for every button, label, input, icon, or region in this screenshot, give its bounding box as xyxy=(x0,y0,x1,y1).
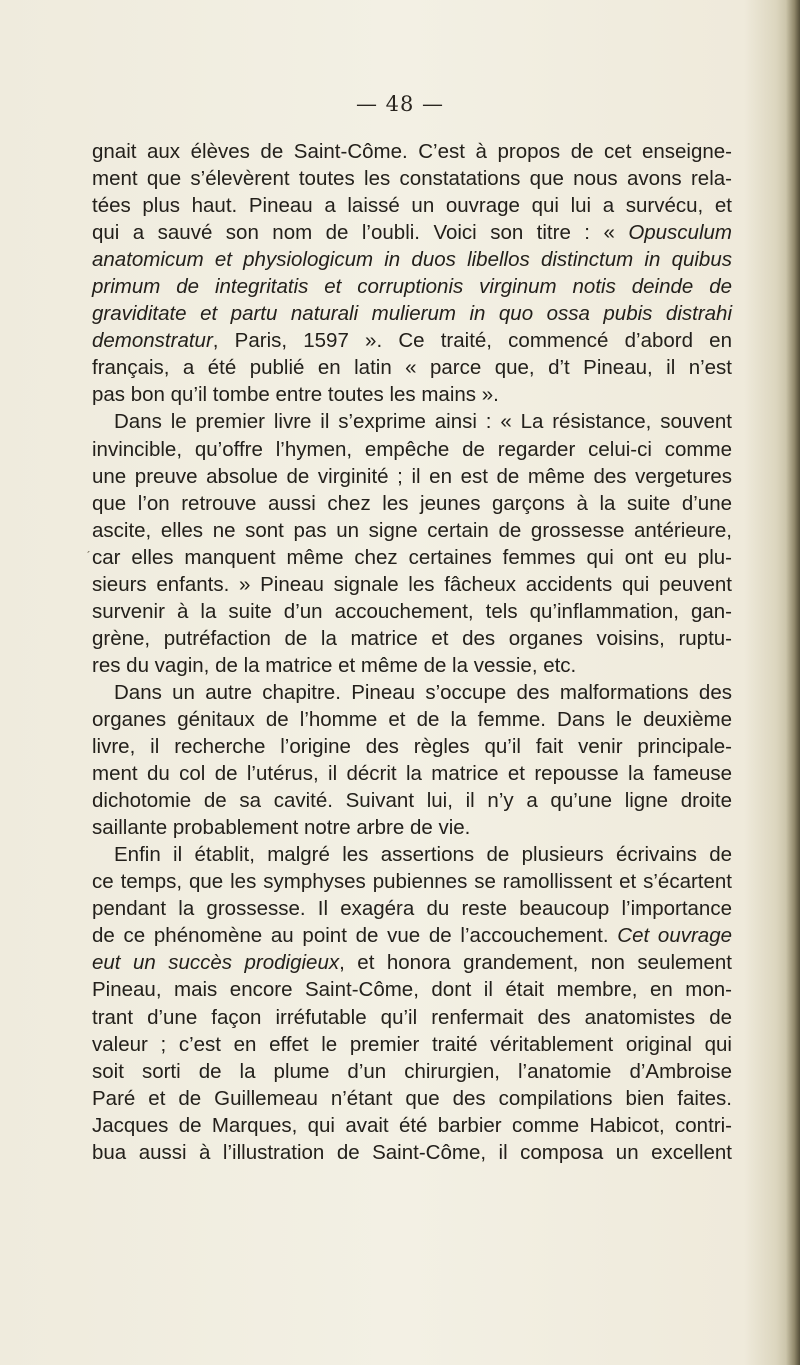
text-line xyxy=(92,841,732,868)
text-line xyxy=(92,354,732,381)
page-edge-shadow xyxy=(786,0,800,1365)
text-span: res du vagin, de la matrice et même de la vessie, etc. xyxy=(92,653,577,677)
text-span: qui a sauvé son nom de l’oubli. Voici son titre : « xyxy=(92,221,629,245)
text-span: organes génitaux de l’homme et de la femme. Dans le deuxième xyxy=(92,707,732,731)
text-span: bua aussi à l’illustration de Saint-Côme, il composa un excellent xyxy=(92,1140,732,1164)
text-line xyxy=(92,625,732,652)
text-line xyxy=(92,679,732,706)
italic-text-span: eut un succès prodigieux xyxy=(92,951,340,975)
text-line xyxy=(92,1085,732,1112)
text-line xyxy=(92,436,732,463)
text-line xyxy=(92,1031,732,1058)
text-line xyxy=(92,1004,732,1031)
text-line xyxy=(92,922,732,949)
text-span: français, a été publié en latin « parce que, d’t Pineau, il n’est xyxy=(92,356,732,380)
stray-mark: ˊ xyxy=(86,548,91,564)
text-line xyxy=(92,408,732,435)
text-span: ment que s’élevèrent toutes les constatations que nous avons rela- xyxy=(92,167,732,191)
text-line xyxy=(92,868,732,895)
italic-text-span: Opusculum xyxy=(628,221,732,245)
text-line xyxy=(92,463,732,490)
text-line xyxy=(92,949,732,976)
italic-text-span: anatomicum et physiologicum in duos libellos distinctum in quibus xyxy=(92,248,732,272)
text-span: une preuve absolue de virginité ; il en est de même des vergetures xyxy=(92,464,732,488)
text-line xyxy=(92,300,732,327)
text-line xyxy=(92,1139,732,1166)
text-line xyxy=(92,1058,732,1085)
text-span: survenir à la suite d’un accouchement, tels qu’inflammation, gan- xyxy=(92,599,732,623)
text-span: sieurs enfants. » Pineau signale les fâcheux accidents qui peuvent xyxy=(92,572,732,596)
italic-text-span: demonstratur xyxy=(92,329,213,353)
text-line xyxy=(92,598,732,625)
italic-text-span: primum de integritatis et corruptionis virginum notis deinde de xyxy=(92,275,732,299)
text-line xyxy=(92,895,732,922)
text-span: saillante probablement notre arbre de vie. xyxy=(92,816,471,840)
text-span: , Paris, 1597 ». Ce traité, commencé d’abord en xyxy=(212,329,732,353)
text-span: livre, il recherche l’origine des règles qu’il fait venir principale- xyxy=(92,735,732,759)
text-line xyxy=(92,1112,732,1139)
text-line xyxy=(92,787,732,814)
text-span: grène, putréfaction de la matrice et des organes voisins, ruptu- xyxy=(92,626,732,650)
text-line xyxy=(92,544,732,571)
text-span: que l’on retrouve aussi chez les jeunes garçons à la suite d’une xyxy=(92,491,732,515)
text-line xyxy=(92,138,732,165)
italic-text-span: Cet ouvrage xyxy=(617,924,733,948)
text-span: soit sorti de la plume d’un chirurgien, l’anatomie d’Ambroise xyxy=(92,1059,732,1083)
text-span: pendant la grossesse. Il exagéra du reste beaucoup l’importance xyxy=(92,897,732,921)
text-span: invincible, qu’offre l’hymen, empêche de regarder celui-ci comme xyxy=(92,437,732,461)
body-text xyxy=(92,138,732,1166)
text-span: gnait aux élèves de Saint-Côme. C’est à propos de cet enseigne- xyxy=(92,140,732,163)
text-span: Pineau, mais encore Saint-Côme, dont il était membre, en mon- xyxy=(92,978,732,1002)
text-line xyxy=(92,246,732,273)
text-span: valeur ; c’est en effet le premier traité véritablement original qui xyxy=(92,1032,732,1056)
text-span: ce temps, que les symphyses pubiennes se ramollissent et s’écartent xyxy=(92,870,732,894)
text-line xyxy=(92,733,732,760)
text-span: Enfin il établit, malgré les assertions de plusieurs écrivains de xyxy=(114,843,732,867)
text-span: Paré et de Guillemeau n’étant que des compilations bien faites. xyxy=(92,1086,732,1110)
text-span: Dans le premier livre il s’exprime ainsi : « La résistance, souvent xyxy=(114,410,732,434)
text-line xyxy=(92,192,732,219)
text-span: car elles manquent même chez certaines femmes qui ont eu plu- xyxy=(92,545,732,569)
text-line xyxy=(92,976,732,1003)
italic-text-span: graviditate et partu naturali mulierum in quo ossa pubis distrahi xyxy=(92,302,732,326)
text-span: ment du col de l’utérus, il décrit la matrice et repousse la fameuse xyxy=(92,762,732,786)
text-line xyxy=(92,652,732,679)
text-line xyxy=(92,490,732,517)
text-line xyxy=(92,327,732,354)
text-line xyxy=(92,571,732,598)
text-line xyxy=(92,219,732,246)
text-line xyxy=(92,517,732,544)
text-span: trant d’une façon irréfutable qu’il renfermait des anatomistes de xyxy=(92,1005,732,1029)
page-number: — 48 — xyxy=(355,92,445,116)
text-span: , et honora grandement, non seulement xyxy=(339,951,733,975)
text-span: de ce phénomène au point de vue de l’accouchement. xyxy=(92,924,618,948)
text-span: tées plus haut. Pineau a laissé un ouvrage qui lui a survécu, et xyxy=(92,194,732,218)
text-line xyxy=(92,381,732,408)
text-span: pas bon qu’il tombe entre toutes les mains ». xyxy=(92,383,499,407)
text-line xyxy=(92,273,732,300)
text-span: Dans un autre chapitre. Pineau s’occupe des malformations des xyxy=(114,680,732,704)
text-span: Jacques de Marques, qui avait été barbier comme Habicot, contri- xyxy=(92,1113,732,1137)
text-line xyxy=(92,814,732,841)
text-line xyxy=(92,706,732,733)
text-line xyxy=(92,760,732,787)
text-span: dichotomie de sa cavité. Suivant lui, il n’y a qu’une ligne droite xyxy=(92,789,732,813)
text-line xyxy=(92,165,732,192)
text-span: ascite, elles ne sont pas un signe certain de grossesse antérieure, xyxy=(92,518,732,542)
